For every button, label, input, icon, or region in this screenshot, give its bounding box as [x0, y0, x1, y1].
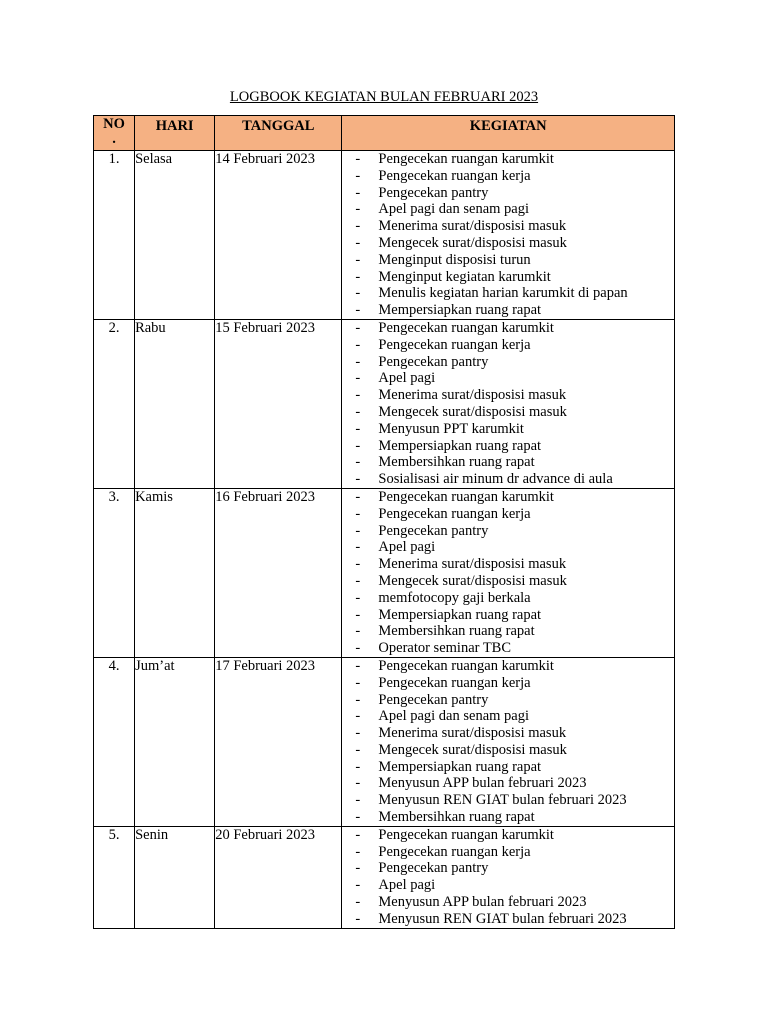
activity-text: Mempersiapkan ruang rapat [378, 758, 542, 775]
activity-item [342, 894, 674, 911]
header-no-line1: NO [103, 116, 125, 132]
activity-text: Mengecek surat/disposisi masuk [378, 741, 567, 758]
table-row [94, 826, 675, 928]
activity-text: Menyusun REN GIAT bulan februari 2023 [378, 792, 627, 809]
row-activities [342, 151, 675, 320]
header-no [94, 116, 135, 151]
activity-item [342, 623, 674, 640]
activity-text: Pengecekan pantry [378, 691, 489, 708]
dash-bullet: - [355, 387, 361, 404]
row-date: 16 Februari 2023 [215, 488, 342, 657]
activity-list [342, 151, 674, 319]
activity-item [342, 844, 674, 861]
row-date: 14 Februari 2023 [215, 151, 342, 320]
activity-item [342, 320, 674, 337]
activity-text: Pengecekan ruangan karumkit [378, 488, 554, 505]
activity-text: Menyusun PPT karumkit [378, 420, 524, 437]
table-row [94, 657, 675, 826]
activity-text: Membersihkan ruang rapat [378, 809, 535, 826]
activity-item [342, 337, 674, 354]
row-day: Rabu [135, 319, 215, 488]
activity-list [342, 489, 674, 657]
activity-item [342, 556, 674, 573]
dash-bullet: - [355, 336, 361, 353]
activity-item [342, 742, 674, 759]
activity-text: Pengecekan ruangan karumkit [378, 151, 554, 167]
table-body [94, 151, 675, 929]
dash-bullet: - [355, 809, 361, 826]
dash-bullet: - [355, 623, 361, 640]
dash-bullet: - [355, 877, 361, 894]
activity-item [342, 675, 674, 692]
activity-item [342, 168, 674, 185]
activity-item [342, 269, 674, 286]
activity-item [342, 354, 674, 371]
activity-text: Menerima surat/disposisi masuk [378, 387, 567, 404]
dash-bullet: - [355, 843, 361, 860]
activity-text: Mengecek surat/disposisi masuk [378, 234, 567, 251]
activity-text: Mengecek surat/disposisi masuk [378, 403, 567, 420]
activity-text: Pengecekan ruangan karumkit [378, 319, 554, 336]
dash-bullet: - [355, 640, 361, 657]
activity-text: Pengecekan ruangan kerja [378, 843, 531, 860]
activity-text: Menyusun APP bulan februari 2023 [378, 775, 587, 792]
row-number: 3. [94, 488, 135, 657]
activity-text: Menerima surat/disposisi masuk [378, 725, 567, 742]
dash-bullet: - [355, 268, 361, 285]
dash-bullet: - [355, 319, 361, 336]
dash-bullet: - [355, 184, 361, 201]
activity-text: Menyusun APP bulan februari 2023 [378, 894, 587, 911]
activity-item [342, 489, 674, 506]
activity-item [342, 809, 674, 826]
dash-bullet: - [355, 353, 361, 370]
activity-item [342, 438, 674, 455]
dash-bullet: - [355, 674, 361, 691]
dash-bullet: - [355, 894, 361, 911]
row-date: 17 Februari 2023 [215, 657, 342, 826]
row-activities [342, 319, 675, 488]
header-no-line2: . [112, 131, 116, 147]
activity-item [342, 573, 674, 590]
activity-item [342, 827, 674, 844]
dash-bullet: - [355, 572, 361, 589]
activity-text: Apel pagi [378, 370, 436, 387]
activity-text: Pengecekan pantry [378, 860, 489, 877]
activity-text: Operator seminar TBC [378, 640, 512, 657]
activity-item [342, 708, 674, 725]
activity-text: Membersihkan ruang rapat [378, 454, 535, 471]
dash-bullet: - [355, 826, 361, 843]
activity-item [342, 218, 674, 235]
activity-item [342, 640, 674, 657]
dash-bullet: - [355, 302, 361, 319]
dash-bullet: - [355, 522, 361, 539]
activity-item [342, 725, 674, 742]
dash-bullet: - [355, 775, 361, 792]
activity-text: Menerima surat/disposisi masuk [378, 556, 567, 573]
activity-text: Pengecekan ruangan karumkit [378, 826, 554, 843]
activity-text: Menginput kegiatan karumkit [378, 268, 551, 285]
activity-text: Apel pagi [378, 877, 436, 894]
activity-item [342, 860, 674, 877]
dash-bullet: - [355, 691, 361, 708]
dash-bullet: - [355, 437, 361, 454]
dash-bullet: - [355, 403, 361, 420]
activity-item [342, 692, 674, 709]
activity-text: Menginput disposisi turun [378, 251, 531, 268]
activity-text: memfotocopy gaji berkala [378, 589, 531, 606]
row-activities [342, 488, 675, 657]
activity-text: Apel pagi dan senam pagi [378, 708, 529, 725]
dash-bullet: - [355, 556, 361, 573]
activity-item [342, 201, 674, 218]
activity-list [342, 658, 674, 826]
row-number: 4. [94, 657, 135, 826]
activity-text: Apel pagi [378, 539, 436, 556]
dash-bullet: - [355, 758, 361, 775]
activity-text: Membersihkan ruang rapat [378, 623, 535, 640]
row-date: 20 Februari 2023 [215, 826, 342, 928]
dash-bullet: - [355, 589, 361, 606]
dash-bullet: - [355, 471, 361, 488]
activity-item [342, 404, 674, 421]
dash-bullet: - [355, 201, 361, 218]
dash-bullet: - [355, 725, 361, 742]
row-day: Senin [135, 826, 215, 928]
activity-text: Pengecekan ruangan kerja [378, 336, 531, 353]
header-tanggal: TANGGAL [215, 116, 342, 151]
dash-bullet: - [355, 539, 361, 556]
dash-bullet: - [355, 657, 361, 674]
activity-item [342, 421, 674, 438]
activity-text: Pengecekan pantry [378, 353, 489, 370]
activity-item [342, 252, 674, 269]
activity-text: Pengecekan ruangan kerja [378, 167, 531, 184]
activity-item [342, 590, 674, 607]
row-activities [342, 826, 675, 928]
activity-item [342, 151, 674, 168]
dash-bullet: - [355, 741, 361, 758]
activity-item [342, 471, 674, 488]
dash-bullet: - [355, 234, 361, 251]
page-title: LOGBOOK KEGIATAN BULAN FEBRUARI 2023 [229, 89, 539, 105]
activity-item [342, 792, 674, 809]
activity-text: Menulis kegiatan harian karumkit di papan [378, 285, 628, 302]
activity-item [342, 877, 674, 894]
logbook-table [93, 115, 675, 929]
dash-bullet: - [355, 454, 361, 471]
row-number: 5. [94, 826, 135, 928]
activity-text: Mempersiapkan ruang rapat [378, 606, 542, 623]
activity-item [342, 539, 674, 556]
activity-item [342, 454, 674, 471]
activity-text: Sosialisasi air minum dr advance di aula [378, 471, 613, 488]
activity-item [342, 759, 674, 776]
row-number: 2. [94, 319, 135, 488]
table-header-row [94, 116, 675, 151]
header-hari: HARI [135, 116, 215, 151]
dash-bullet: - [355, 420, 361, 437]
activity-item [342, 285, 674, 302]
activity-item [342, 506, 674, 523]
activity-text: Pengecekan pantry [378, 184, 489, 201]
activity-text: Apel pagi dan senam pagi [378, 201, 529, 218]
dash-bullet: - [355, 218, 361, 235]
row-date: 15 Februari 2023 [215, 319, 342, 488]
dash-bullet: - [355, 860, 361, 877]
activity-item [342, 185, 674, 202]
activity-list [342, 827, 674, 928]
dash-bullet: - [355, 151, 361, 167]
activity-item [342, 607, 674, 624]
activity-text: Mengecek surat/disposisi masuk [378, 572, 567, 589]
dash-bullet: - [355, 285, 361, 302]
activity-text: Pengecekan ruangan karumkit [378, 657, 554, 674]
dash-bullet: - [355, 606, 361, 623]
activity-text: Menerima surat/disposisi masuk [378, 218, 567, 235]
row-day: Kamis [135, 488, 215, 657]
activity-item [342, 302, 674, 319]
table-row [94, 151, 675, 320]
activity-text: Mempersiapkan ruang rapat [378, 437, 542, 454]
activity-item [342, 235, 674, 252]
row-day: Jum’at [135, 657, 215, 826]
activity-text: Pengecekan ruangan kerja [378, 674, 531, 691]
dash-bullet: - [355, 370, 361, 387]
dash-bullet: - [355, 505, 361, 522]
dash-bullet: - [355, 708, 361, 725]
activity-text: Pengecekan ruangan kerja [378, 505, 531, 522]
table-row [94, 319, 675, 488]
activity-text: Pengecekan pantry [378, 522, 489, 539]
activity-item [342, 775, 674, 792]
header-kegiatan: KEGIATAN [342, 116, 675, 151]
activity-item [342, 387, 674, 404]
dash-bullet: - [355, 792, 361, 809]
activity-item [342, 523, 674, 540]
row-activities [342, 657, 675, 826]
activity-text: Menyusun REN GIAT bulan februari 2023 [378, 910, 627, 927]
dash-bullet: - [355, 167, 361, 184]
row-day: Selasa [135, 151, 215, 320]
activity-item [342, 911, 674, 928]
row-number: 1. [94, 151, 135, 320]
activity-item [342, 370, 674, 387]
activity-list [342, 320, 674, 488]
activity-item [342, 658, 674, 675]
dash-bullet: - [355, 910, 361, 927]
activity-text: Mempersiapkan ruang rapat [378, 302, 542, 319]
dash-bullet: - [355, 251, 361, 268]
table-row [94, 488, 675, 657]
dash-bullet: - [355, 488, 361, 505]
